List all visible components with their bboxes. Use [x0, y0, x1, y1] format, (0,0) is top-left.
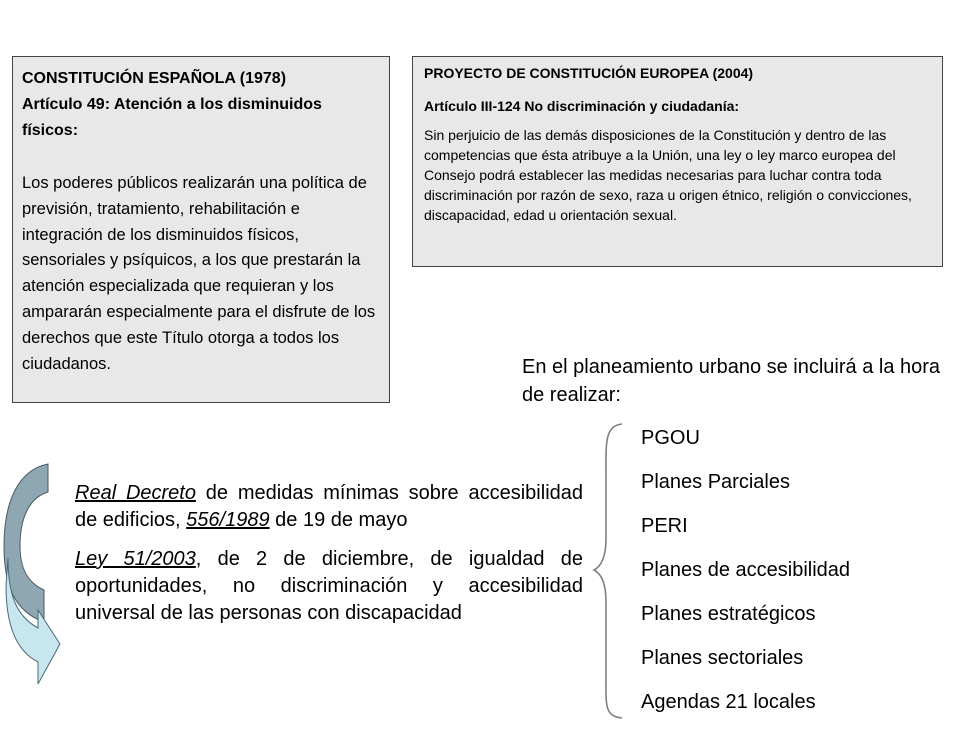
- constitucion-espanola-article: Artículo 49: Atención a los disminuidos físicos:: [22, 96, 322, 139]
- plan-item: Agendas 21 locales: [641, 691, 816, 713]
- real-decreto-number-link[interactable]: 556/1989: [186, 509, 270, 531]
- constitucion-europea-article: Artículo III-124 No discriminación y ciudadanía:: [424, 98, 740, 114]
- curved-arrows-icon: [0, 462, 62, 702]
- plan-item: PERI: [641, 515, 688, 537]
- constitucion-europea-box: [412, 56, 943, 267]
- plan-item: Planes sectoriales: [641, 647, 804, 669]
- constitucion-espanola-text: Los poderes públicos realizarán una política de previsión, tratamiento, rehabilitación e integración de los disminuidos físicos, sensoriales y psíquicos, a los que prestarán la atención especializada que requieran y los ampararán especialmente para el disfrute de los derechos que este Título otorga a todos los ciudadanos.: [22, 174, 376, 373]
- plan-item: Planes estratégicos: [641, 603, 816, 625]
- planeamiento-intro: En el planeamiento urbano se incluirá a la hora de realizar:: [522, 356, 941, 406]
- plan-item: Planes Parciales: [641, 471, 790, 493]
- constitucion-europea-text: Sin perjuicio de las demás disposiciones de la Constitución y dentro de las competencias que ésta atribuye a la Unión, una ley o ley marco europea del Consejo podrá establecer las medidas necesarias para luchar contra toda discriminación por razón de sexo, raza u origen étnico, religión o convicciones, discapacidad, edad u orientación sexual.: [424, 127, 912, 223]
- real-decreto-paragraph: Real Decreto de medidas mínimas sobre accesibilidad de edificios, 556/1989 de 19 de mayo: [75, 482, 584, 531]
- ley-paragraph: Ley 51/2003, de 2 de diciembre, de igualdad de oportunidades, no discriminación y accesibilidad universal de las personas con discapacidad: [75, 548, 583, 624]
- plan-item: PGOU: [641, 427, 700, 449]
- ley-link[interactable]: Ley 51/2003: [75, 548, 196, 570]
- real-decreto-link[interactable]: Real Decreto: [75, 482, 196, 504]
- plans-list: [641, 426, 850, 734]
- constitucion-europea-title: PROYECTO DE CONSTITUCIÓN EUROPEA (2004): [424, 65, 754, 81]
- plan-item: Planes de accesibilidad: [641, 559, 851, 581]
- legislacion-block: [75, 480, 583, 627]
- curly-brace-icon: [588, 420, 628, 720]
- constitucion-espanola-box: [12, 56, 390, 403]
- constitucion-espanola-title: CONSTITUCIÓN ESPAÑOLA (1978): [22, 70, 287, 87]
